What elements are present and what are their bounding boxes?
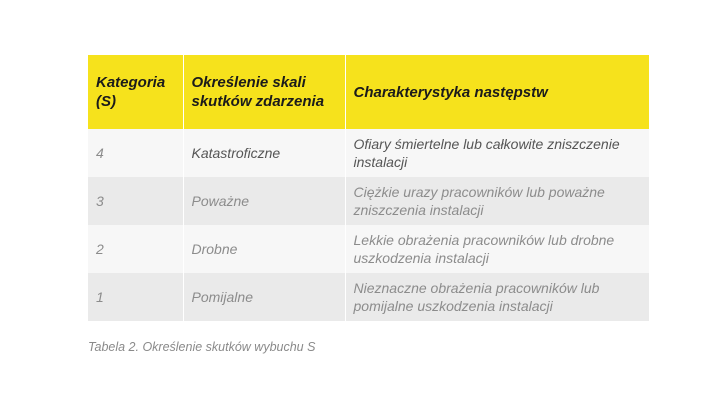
scale-cell: Pomijalne xyxy=(183,273,345,321)
table-row xyxy=(88,273,649,321)
scale-cell: Poważne xyxy=(183,177,345,225)
table-row xyxy=(88,225,649,273)
category-cell: 3 xyxy=(88,177,183,225)
consequence-scale-table xyxy=(88,55,649,321)
table-caption: Tabela 2. Określenie skutków wybuchu S xyxy=(88,340,316,354)
description-cell: Lekkie obrażenia pracowników lub drobne uszkodzenia instalacji xyxy=(345,225,649,273)
table-row xyxy=(88,177,649,225)
header-scale: Określenie skali skutków zdarzenia xyxy=(183,55,345,129)
header-characteristics: Charakterystyka następstw xyxy=(345,55,649,129)
scale-cell: Drobne xyxy=(183,225,345,273)
description-cell: Ciężkie urazy pracowników lub poważne zniszczenia instalacji xyxy=(345,177,649,225)
description-cell: Ofiary śmiertelne lub całkowite zniszczenie instalacji xyxy=(345,129,649,177)
table-header-row xyxy=(88,55,649,129)
category-cell: 1 xyxy=(88,273,183,321)
scale-cell: Katastroficzne xyxy=(183,129,345,177)
table-row xyxy=(88,129,649,177)
description-cell: Nieznaczne obrażenia pracowników lub pomijalne uszkodzenia instalacji xyxy=(345,273,649,321)
header-category: Kategoria (S) xyxy=(88,55,183,129)
category-cell: 4 xyxy=(88,129,183,177)
category-cell: 2 xyxy=(88,225,183,273)
